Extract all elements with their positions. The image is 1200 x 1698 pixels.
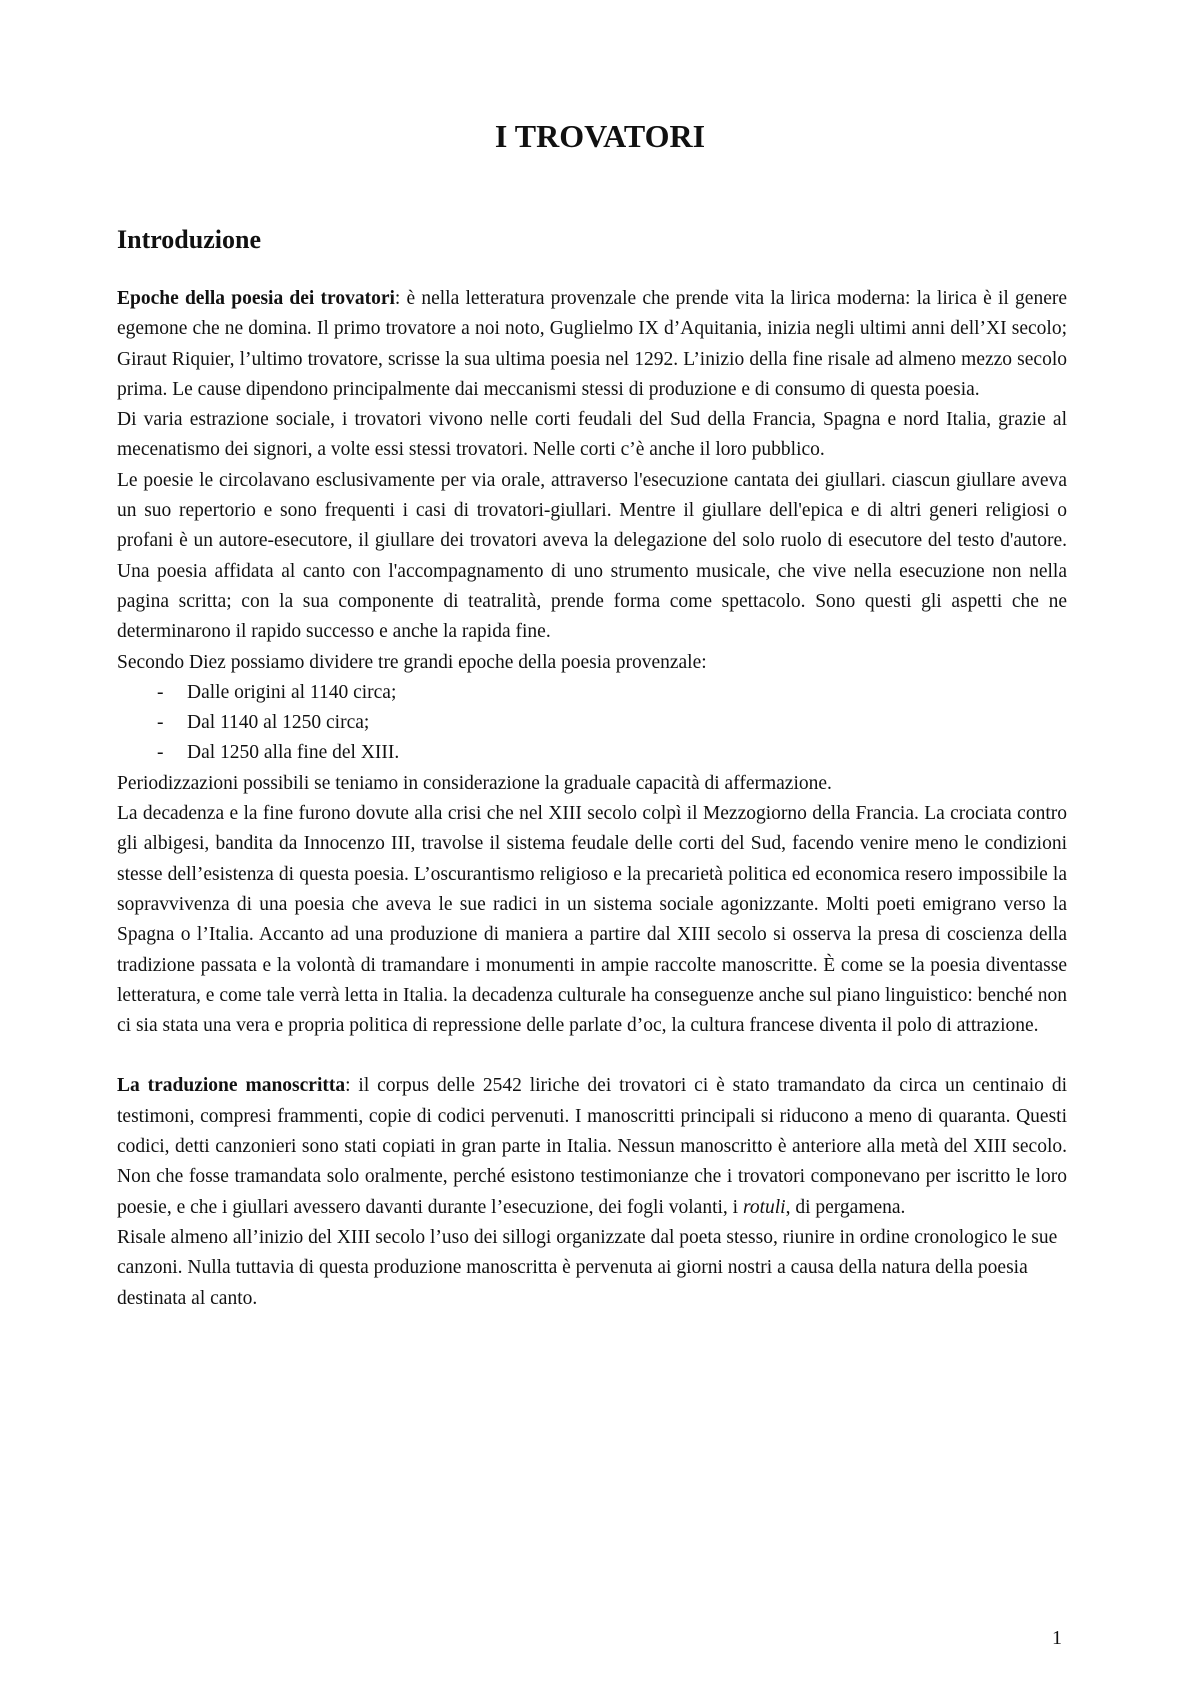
list-item-text: Dalle origini al 1140 circa; — [187, 681, 397, 703]
list-item — [117, 708, 1067, 738]
page-number: 1 — [1052, 1627, 1062, 1649]
list-dash: - — [157, 712, 164, 734]
list-dash: - — [157, 681, 164, 703]
italic-rotuli: rotuli — [742, 1196, 786, 1218]
paragraph-traduzione-end: , di pergamena. — [785, 1196, 906, 1218]
list-item — [117, 738, 1067, 768]
paragraph-epoche-text: : è nella letteratura provenzale che prende vita la lirica moderna: la lirica è il genere egemone che ne domina. Il primo trovatore a noi noto, Guglielmo IX d’Aquitania, inizia negli ultimi anni dell’XI secolo; Giraut Riquier, l’ultimo trovatore, scrisse la sua ultima poesia nel 1292. L’inizio della fine risale ad almeno mezzo secolo prima. Le cause dipendono principalmente dai meccanismi stessi di produzione e di consumo di questa poesia. — [117, 288, 1067, 400]
term-traduzione: La traduzione manoscritta — [117, 1075, 346, 1097]
paragraph-sillogi: Risale almeno all’inizio del XIII secolo l’uso dei sillogi organizzate dal poeta stesso, riunire in ordine cronologico le sue canzoni. Nulla tuttavia di questa produzione manoscritta è pervenuta ai giorni nostri a causa della natura della poesia destinata al canto. — [117, 1226, 1058, 1309]
paragraph-decadenza: La decadenza e la fine furono dovute alla crisi che nel XIII secolo colpì il Mezzogiorno della Francia. La crociata contro gli albigesi, bandita da Innocenzo III, travolse il sistema feudale delle corti del Sud, facendo venire meno le condizioni stesse dell’esistenza di questa poesia. L’oscurantismo religioso e la precarietà politica ed economica resero impossibile la sopravvivenza di una poesia che aveva le sue radici in un sistema sociale agonizzante. Molti poeti emigrano verso la Spagna o l’Italia. Accanto ad una produzione di maniera a partire dal XIII secolo si osserva la presa di coscienza della tradizione passata e la volontà di tramandare i monumenti in ampie raccolte manoscritte. È come se la poesia diventasse letteratura, e come tale verrà letta in Italia. la decadenza culturale ha conseguenze anche sul piano linguistico: benché non ci sia stata una vera e propria politica di repressione delle parlate d’oc, la cultura francese diventa il polo di attrazione. — [117, 803, 1067, 1037]
list-item — [117, 678, 1067, 708]
list-item-text: Dal 1250 alla fine del XIII. — [187, 742, 400, 764]
paragraph-giullari: Le poesie le circolavano esclusivamente per via orale, attraverso l'esecuzione cantata dei giullari. ciascun giullare aveva un suo repertorio e sono frequenti i casi di trovatori-giullari. Mentre il giullare dell'epica e di altri generi religiosi o profani è un autore-esecutore, il giullare dei trovatori aveva la delegazione del solo ruolo di esecutore del testo d'autore. Una poesia affidata al canto con l'accompagnamento di uno strumento musicale, che vive nella esecuzione non nella pagina scritta; con la sua componente di teatralità, prende forma come spettacolo. Sono questi gli aspetti che ne determinarono il rapido successo e anche la rapida fine. — [117, 469, 1067, 643]
list-dash: - — [157, 742, 164, 764]
paragraph-traduzione-text: : il corpus delle 2542 liriche dei trovatori ci è stato tramandato da circa un centinaio di testimoni, compresi frammenti, copie di codici pervenuti. I manoscritti principali si riducono a meno di quaranta. Questi codici, detti canzonieri sono stati copiati in gran parte in Italia. Nessun manoscritto è anteriore alla metà del XIII secolo. Non che fosse tramandata solo oralmente, perché esistono testimonianze che i trovatori componevano per iscritto le loro poesie, e che i giullari avessero davanti durante l’esecuzione, dei fogli volanti, i — [117, 1075, 1067, 1218]
paragraph-periodizzazioni: Periodizzazioni possibili se teniamo in considerazione la graduale capacità di affermazione. — [117, 772, 832, 794]
document-body — [117, 222, 1067, 1314]
paragraph-diez: Secondo Diez possiamo dividere tre grandi epoche della poesia provenzale: — [117, 651, 707, 673]
section-heading: Introduzione — [117, 225, 261, 254]
epochs-list — [117, 678, 1067, 769]
paragraph-epoche — [117, 284, 1067, 405]
list-item-text: Dal 1140 al 1250 circa; — [187, 712, 370, 734]
paragraph-traduzione — [117, 1071, 1067, 1222]
paragraph-spacer — [117, 1041, 1067, 1071]
term-epoche: Epoche della poesia dei trovatori — [117, 288, 395, 309]
paragraph-estrazione: Di varia estrazione sociale, i trovatori vivono nelle corti feudali del Sud della Francia, Spagna e nord Italia, grazie al mecenatismo dei signori, a volte essi stessi trovatori. Nelle corti c’è anche il loro pubblico. — [117, 409, 1067, 461]
document-title: I TROVATORI — [494, 118, 706, 154]
